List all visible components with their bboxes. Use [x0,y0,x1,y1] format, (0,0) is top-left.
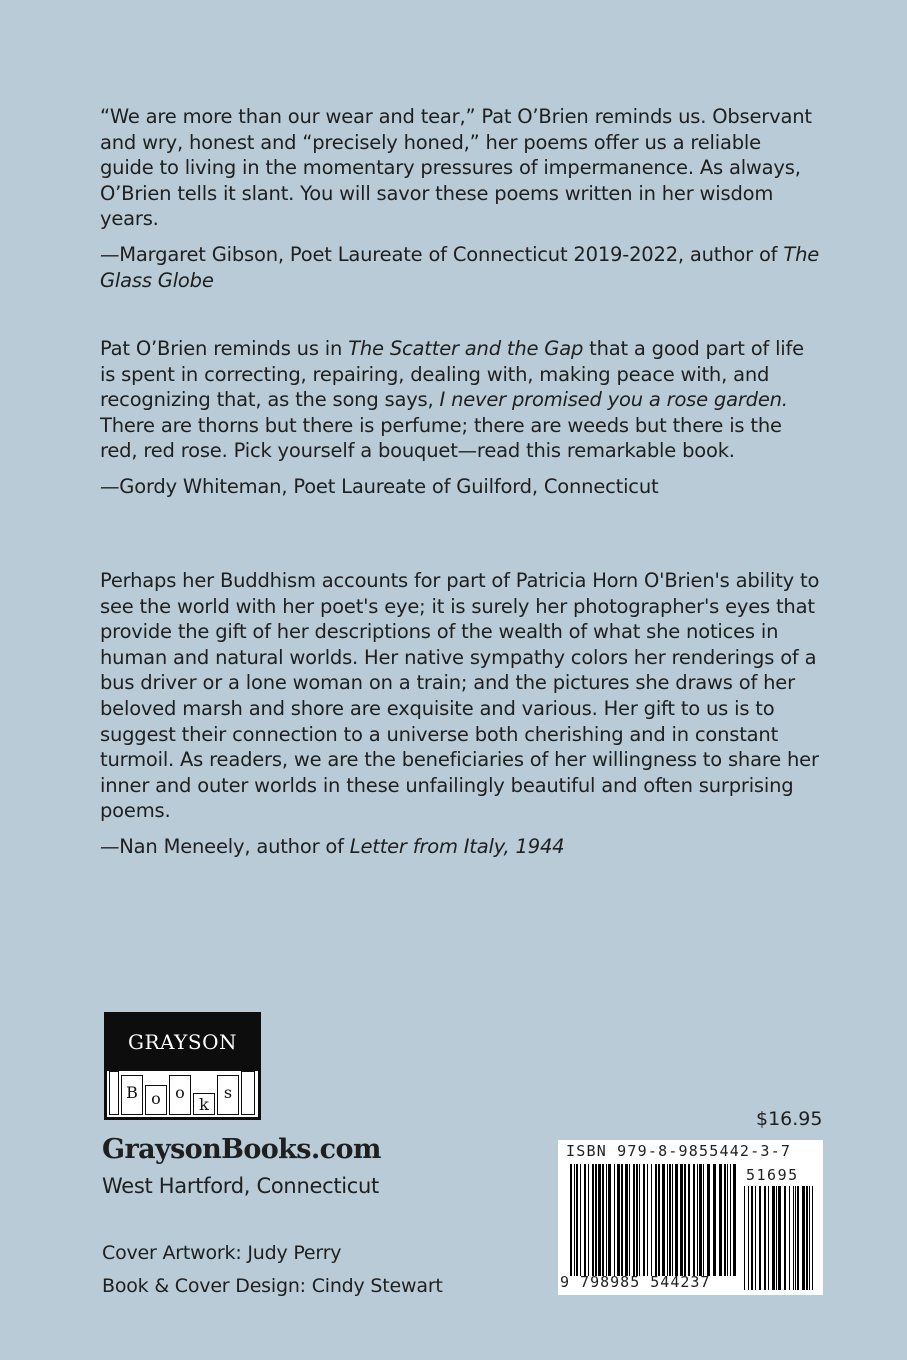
blurb-text: Pat O’Brien reminds us in The Scatter and the Gap that a good part of life is spent in correcting, repairing, dealing with, making peace with, and recognizing that, as the song says, I never promised you a rose garden. There are thorns but there is perfume; there are weeds but there is the red, red rose. Pick yourself a bouquet—read this remarkable book. [100,337,804,463]
barcode-addon-number: 51695 [746,1166,799,1184]
blurb-attribution: —Gordy Whiteman, Poet Laureate of Guilford, Connecticut [100,474,659,498]
logo-spine-letter: o [169,1075,191,1115]
isbn-barcode [558,1140,823,1295]
barcode-bars [558,1140,823,1295]
logo-spine-blank [109,1071,119,1115]
blurb-attribution: —Nan Meneely, author of Letter from Italy, 1944 [100,834,565,858]
logo-spine-letter: B [121,1075,143,1115]
logo-spine-blank [241,1071,255,1115]
logo-spine-letter: k [193,1093,215,1115]
price-label: $16.95 [756,1108,823,1130]
isbn-number: ISBN 979-8-9855442-3-7 [566,1142,792,1160]
blurb-meneely [100,568,820,860]
grayson-books-logo [104,1012,261,1120]
logo-spine-letter: o [145,1085,167,1115]
publisher-website: GraysonBooks.com [102,1134,381,1165]
blurb-text: “We are more than our wear and tear,” Pat O’Brien reminds us. Observant and wry, honest and “precisely honed,” her poems offer us a reliable guide to living in the momentary pressures of impermanence. As always, O’Brien tells it slant. You will savor these poems written in her wisdom years. [100,105,812,231]
cover-artwork-credit: Cover Artwork: Judy Perry [102,1242,342,1264]
logo-spine-letter: s [217,1075,239,1115]
barcode-ean-number: 9 798985 544237 [560,1273,711,1291]
blurb-attribution: —Margaret Gibson, Poet Laureate of Connecticut 2019-2022, author of The Glass Globe [100,242,820,292]
blurb-whiteman [100,336,820,500]
design-credit: Book & Cover Design: Cindy Stewart [102,1275,443,1297]
logo-wordmark: GRAYSON [128,1030,237,1054]
publisher-location: West Hartford, Connecticut [102,1174,379,1198]
blurb-gibson [100,104,820,293]
logo-book-spines [107,1071,258,1117]
blurb-text: Perhaps her Buddhism accounts for part of Patricia Horn O'Brien's ability to see the world with her poet's eye; it is surely her photographer's eyes that provide the gift of her descriptions of the wealth of what she notices in human and natural worlds. Her native sympathy colors her renderings of a bus driver or a lone woman on a train; and the pictures she draws of her beloved marsh and shore are exquisite and various. Her gift to us is to suggest their connection to a universe both cherishing and in constant turmoil. As readers, we are the beneficiaries of her willingness to share her inner and outer worlds in these unfailingly beautiful and often surprising poems. [100,569,820,823]
